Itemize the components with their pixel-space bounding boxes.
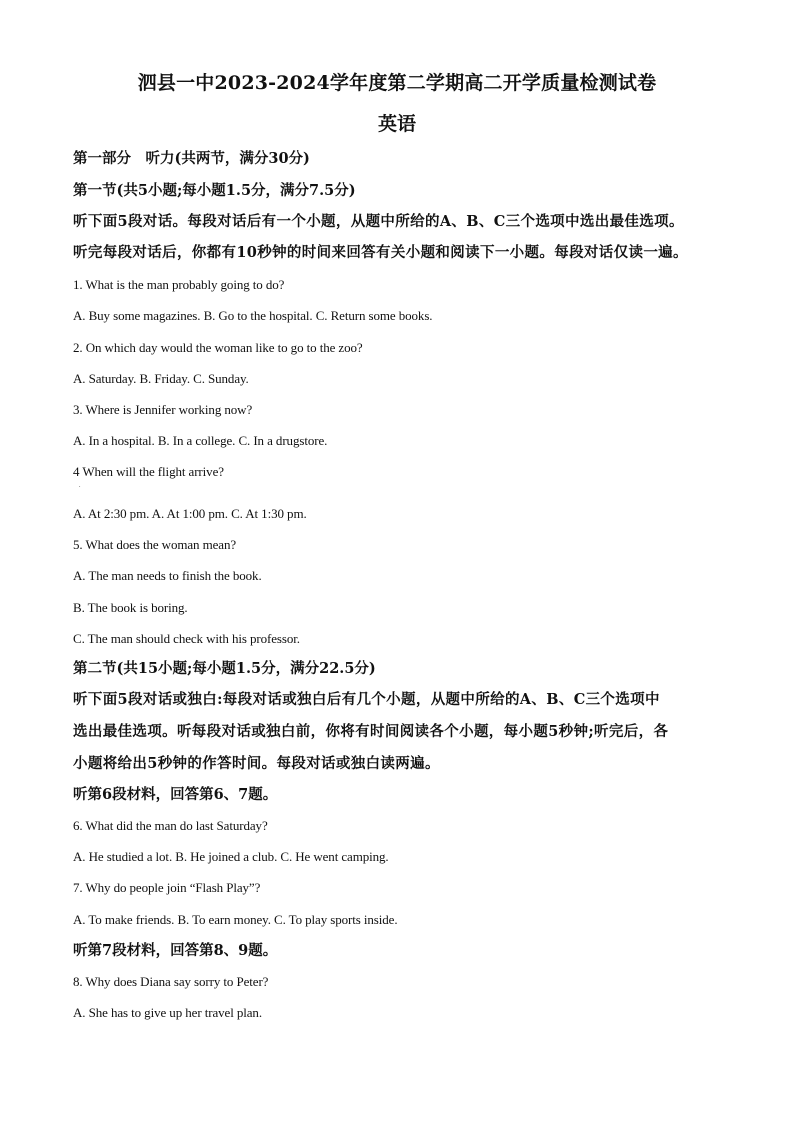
section2-instruction-line: 小题将给出5秒钟的作答时间。每段对话或独白读两遍。 [73,755,440,772]
question-1: 1. What is the man probably going to do? [73,277,285,292]
stray-mark: . [79,483,81,489]
question-2-options: A. Saturday. B. Friday. C. Sunday. [73,371,249,386]
question-8: 8. Why does Diana say sorry to Peter? [73,974,269,989]
question-8-option-a: A. She has to give up her travel plan. [73,1005,262,1020]
section2-instruction-line: 选出最佳选项。听每段对话或独白前，你将有时间阅读各个小题，每小题5秒钟;听完后，各 [73,723,669,740]
passage6-heading: 听第6段材料，回答第6、7题。 [73,786,278,803]
question-3: 3. Where is Jennifer working now? [73,402,253,417]
section2-instruction-line: 听下面5段对话或独白:每段对话或独白后有几个小题，从题中所给的A、B、C三个选项中 [73,691,660,708]
question-6: 6. What did the man do last Saturday? [73,818,268,833]
question-5: 5. What does the woman mean? [73,537,237,552]
section2-heading: 第二节(共15小题;每小题1.5分，满分22.5分) [73,660,376,677]
question-5-option-c: C. The man should check with his professor. [73,631,300,646]
passage7-heading: 听第7段材料，回答第8、9题。 [73,942,278,959]
question-5-option-b: B. The book is boring. [73,600,188,615]
question-3-options: A. In a hospital. B. In a college. C. In a drugstore. [73,433,328,448]
question-6-options: A. He studied a lot. B. He joined a club. C. He went camping. [73,849,389,864]
question-4-options: A. At 2:30 pm. A. At 1:00 pm. C. At 1:30 pm. [73,506,307,521]
question-1-options: A. Buy some magazines. B. Go to the hospital. C. Return some books. [73,308,433,323]
question-7: 7. Why do people join “Flash Play”? [73,880,261,895]
subject-title: 英语 [377,113,416,135]
part1-heading: 第一部分 听力(共两节，满分30分) [73,150,310,167]
question-4: 4 When will the flight arrive? [73,464,224,479]
question-2: 2. On which day would the woman like to go to the zoo? [73,340,363,355]
exam-title: 泗县一中2023-2024学年度第二学期高二开学质量检测试卷 [137,72,657,94]
question-5-option-a: A. The man needs to finish the book. [73,568,262,583]
question-7-options: A. To make friends. B. To earn money. C. To play sports inside. [73,912,398,927]
section1-instruction-line: 听完每段对话后，你都有10秒钟的时间来回答有关小题和阅读下一小题。每段对话仅读一遍。 [73,244,688,261]
section1-instruction-line: 听下面5段对话。每段对话后有一个小题，从题中所给的A、B、C三个选项中选出最佳选项。 [73,213,684,230]
section1-heading: 第一节(共5小题;每小题1.5分，满分7.5分) [73,182,356,199]
